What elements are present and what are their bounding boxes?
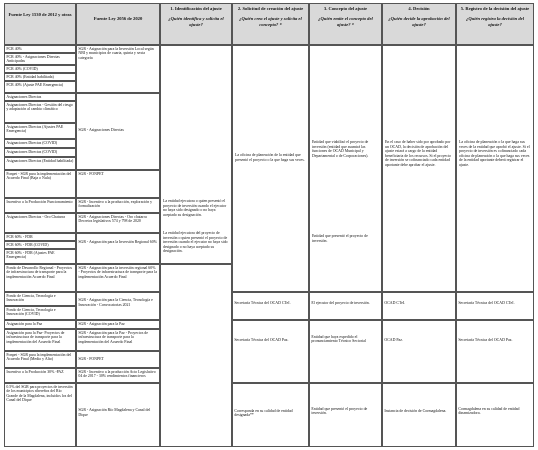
col6-text: OCAD CTeI. <box>384 300 406 305</box>
col1-row <box>4 148 76 157</box>
col7-block <box>456 292 534 320</box>
header-stage-1 <box>160 3 232 45</box>
col2-row-text: SGR - Asignación para la Inversión Regional 60% <box>78 240 157 244</box>
col2-row <box>76 198 160 213</box>
col7-text: La oficina de planeación o la que haga sus veces de la entidad que aprobó el ajuste. Si el proyecto de inversión es cofinanciado cada oficina de planeación o la que haga sus veces de la entidad aportante deberá registrar el ajuste. <box>459 140 530 167</box>
col1-row-text: Incentivo a la Producción Funcionamiento <box>6 199 73 204</box>
col1-row-text: Asignaciones Directas (Entidad habilitada) <box>6 158 74 163</box>
col5-text: Entidad que viabilizó el proyecto de inversión (entidad que asumirá las funciones de OCAD Municipal y Departamental o de Corporaciones). <box>312 140 369 158</box>
col1-row-text: FCR 60% - FDR <box>6 234 33 239</box>
col4-text: La oficina de planeación de la entidad que presentó el proyecto o la que haga sus veces. <box>235 153 305 162</box>
col1-row <box>4 93 76 101</box>
col2-row <box>76 264 160 292</box>
col2-row-text: SGR - Incentivo a la producción, exploración y formalización <box>78 199 153 209</box>
header-source-2020-label: Fuente Ley 2056 de 2020 <box>93 16 143 21</box>
col4-block <box>232 292 309 320</box>
col4-text: Secretaría Técnica del OCAD Paz. <box>234 337 289 342</box>
col2-row-text: SGR - Asignaciones Directas <box>78 128 124 132</box>
col2-row-text: SGR - Asignación para la Ciencia, Tecnología e Innovación - Convocatorias 2021 <box>78 298 153 307</box>
col1-row <box>4 351 76 368</box>
col1-row <box>4 241 76 249</box>
col2-row <box>76 329 160 351</box>
col1-row-text: FCR 40% <box>6 46 22 51</box>
col1-row-text: FCR 40% (COVID) <box>6 66 38 71</box>
col5-text: Entidad que haya expedido el pronunciamiento Técnico Sectorial <box>311 334 366 344</box>
col2-row-text: SGR - Asignación para la Paz - Proyectos de infraestructura de transporte para la implementación del Acuerdo Final <box>78 330 148 344</box>
col4-block <box>232 45 309 292</box>
col2-row-text: SGR - FONPET <box>78 171 104 176</box>
col5-text: Entidad que presentó el proyecto de inversión. <box>312 234 368 243</box>
header-stage-5 <box>456 3 534 45</box>
col1-row <box>4 123 76 139</box>
col2-row <box>76 351 160 368</box>
col2-row-text: SGR - Incentivo a la producción Acto Legislativo 04 de 2017 - 30% rendimientos financieros <box>78 369 156 379</box>
col1-row-text: Asignaciones Directas - Gestión del riesgo y adaptación al cambio climático <box>6 102 73 112</box>
col1-row <box>4 233 76 241</box>
header-source-2020 <box>76 3 160 45</box>
col2-row <box>76 45 160 93</box>
col6-text: OCAD Paz. <box>384 337 403 342</box>
col1-row <box>4 306 76 320</box>
col2-row-text: SGR - Asignaciones Directas - Oro chatarra Decretos legislativos 574 y 798 de 2020 <box>78 214 147 224</box>
col6-block <box>382 292 456 320</box>
col1-row-text: Asignaciones Directas <box>6 94 42 99</box>
col2-row <box>76 368 160 383</box>
col2-row <box>76 292 160 320</box>
col1-row-text: Asignaciones Directas (COVID) <box>6 140 58 145</box>
col1-row-text: Fonpet - SGR para la implementación del Acuerdo Final (Medio y Alto) <box>6 352 72 362</box>
col1-row <box>4 383 76 447</box>
col1-row <box>4 81 76 93</box>
col1-row <box>4 73 76 81</box>
col2-row <box>76 320 160 329</box>
header-stage-3-question: ¿Quién emite el concepto del ajuste? * <box>318 16 373 27</box>
col1-row <box>4 198 76 213</box>
col1-row-text: FCR 40% (Entidad habilitada) <box>6 74 54 79</box>
header-source-2012-label: Fuente Ley 1530 de 2012 y otras <box>8 12 72 17</box>
col5-text: El ejecutor del proyecto de inversión. <box>311 300 370 305</box>
col1-row <box>4 45 76 53</box>
header-stage-4-question: ¿Quién decide la aprobación del ajuste? <box>388 16 450 27</box>
header-source-2012 <box>4 3 76 45</box>
col1-row <box>4 65 76 73</box>
col6-text: En el caso de haber sido por aprobado por un OCAD, la decisión de aprobación del ajuste estará a cargo de la entidad beneficiaria de los recursos. Si el proyecto de inversión se cofinanciado cada entidad aportante debe aprobar el ajuste. <box>385 140 452 167</box>
col1-row-text: FCR 40% - Asignaciones Directas Anticipadas <box>6 54 60 64</box>
col4-block <box>232 320 309 383</box>
col4-text: Secretaría Técnica del OCAD CTeI. <box>234 300 291 305</box>
col2-row-text: SGR - Asignación para la inversión regional 60% - Proyectos de infraestructura de transporte para la implementación Acuerdo Final <box>78 265 157 279</box>
col1-row-text: Asignaciones Directas (COVID) <box>6 149 58 154</box>
col6-block <box>382 320 456 383</box>
col2-row <box>76 383 160 447</box>
col1-row-text: Asignaciones Directas - Oro Chatarra <box>6 214 65 219</box>
col1-row-text: Fondo de Ciencia, Tecnología e Innovación <box>6 293 56 303</box>
header-stage-2-question: ¿Quién crea el ajuste y solicita el concepto? * <box>239 16 302 27</box>
col2-row-text: SGR - Asignación Río Magdalena y Canal del Dique <box>78 408 151 417</box>
col1-row <box>4 249 76 264</box>
header-stage-1-question: ¿Quién identifica y solicita el ajuste? <box>168 16 224 27</box>
col2-row-text: SGR - FONPET <box>78 357 104 361</box>
col2-row <box>76 213 160 233</box>
col1-row <box>4 170 76 198</box>
col2-row <box>76 170 160 198</box>
col1-row-text: FCR 60% - FDR (Ajustes PAE Emergencia) <box>6 250 55 260</box>
col3-text: La entidad ejecutora o quien presentó el proyecto de inversión cuando el ejecutor no haya sido designado o no haya aceptado su designación. <box>163 199 227 217</box>
col1-row <box>4 329 76 351</box>
col1-row <box>4 320 76 329</box>
col5-block <box>309 320 382 383</box>
col1-row <box>4 139 76 148</box>
col7-block <box>456 45 534 292</box>
col1-row-text: Asignaciones Directas (Ajustes PAE Emergencia) <box>6 124 64 134</box>
col2-row-text: SGR - Asignación para la Inversión Local según NBI y municipios de cuarta, quinta y sexta categoría <box>78 46 154 60</box>
col3-block <box>160 264 232 447</box>
col7-text: Secretaría Técnica del OCAD CTeI. <box>458 300 515 305</box>
col5-block <box>309 45 382 292</box>
col2-row <box>76 93 160 170</box>
col7-text: Secretaría Técnica del OCAD Paz. <box>458 337 513 342</box>
col3-text: La entidad ejecutora del proyecto de inversión o quien presentó el proyecto de inversión cuando el ejecutor no haya sido designado o no haya aceptado su designación. <box>163 231 228 253</box>
col7-block <box>456 383 534 447</box>
header-stage-2-label: 2. Solicitud de creación del ajuste <box>237 6 304 11</box>
col1-row-text: Fondo de Desarrollo Regional - Proyectos de infraestructura de transporte para la implementación Acuerdo Final <box>6 265 72 279</box>
col1-row <box>4 368 76 383</box>
header-stage-5-label: 5. Registro de la decisión del ajuste <box>460 6 530 11</box>
col2-row <box>76 233 160 264</box>
header-stage-2 <box>232 3 309 45</box>
col1-row-text: FCR 60% - FDR (COVID) <box>6 242 49 247</box>
col5-block <box>309 383 382 447</box>
col7-block <box>456 320 534 383</box>
header-stage-5-question: ¿Quién registra la decisión del ajuste? <box>466 16 524 27</box>
col4-block <box>232 383 309 447</box>
col1-row <box>4 53 76 65</box>
col1-row-text: 0.5% del SGR para proyectos de inversión de los municipios ribereños del Río Grande de la Magdalena, incluidos los del Canal del Dique <box>6 384 73 403</box>
header-stage-1-label: 1. Identificación del ajuste <box>170 6 222 11</box>
col6-block <box>382 383 456 447</box>
col1-row-text: Asignación para la Paz- Proyectos de infraestructura de transporte para la implementación del Acuerdo Final <box>6 330 65 344</box>
header-stage-3-label: 3. Concepto del ajuste <box>323 6 368 11</box>
col1-row-text: FCR 40% (Ajuste PAE Emergencia) <box>6 82 64 87</box>
col1-row <box>4 101 76 123</box>
header-stage-4 <box>382 3 456 45</box>
col6-text: Instancia de decisión de Cormagdalena. <box>384 408 447 413</box>
col1-row-text: Asignación para la Paz <box>6 321 43 326</box>
col7-text: Cormagdalena en su calidad de entidad dinamizadora. <box>458 406 520 416</box>
col6-block <box>382 45 456 292</box>
col1-row <box>4 264 76 292</box>
col1-row-text: Fondo de Ciencia, Tecnología e Innovación (COVID) <box>6 307 56 317</box>
col4-text: Corresponda en su calidad de entidad designada** <box>234 408 293 418</box>
col1-row <box>4 292 76 306</box>
col5-block <box>309 292 382 320</box>
header-stage-3 <box>309 3 382 45</box>
col5-text: Entidad que presentó el proyecto de inversión. <box>311 406 368 416</box>
col1-row-text: Incentivo a la Producción 30% -PAZ <box>6 369 64 374</box>
col1-row <box>4 157 76 170</box>
col1-row-text: Fonpet - SGR para la implementación del Acuerdo Final (Baja o Nula) <box>6 171 72 181</box>
col1-row <box>4 213 76 233</box>
header-stage-4-label: 4. Decisión <box>408 6 430 11</box>
document-table <box>4 3 534 447</box>
col2-row-text: SGR - Asignación para la Paz <box>78 321 125 326</box>
